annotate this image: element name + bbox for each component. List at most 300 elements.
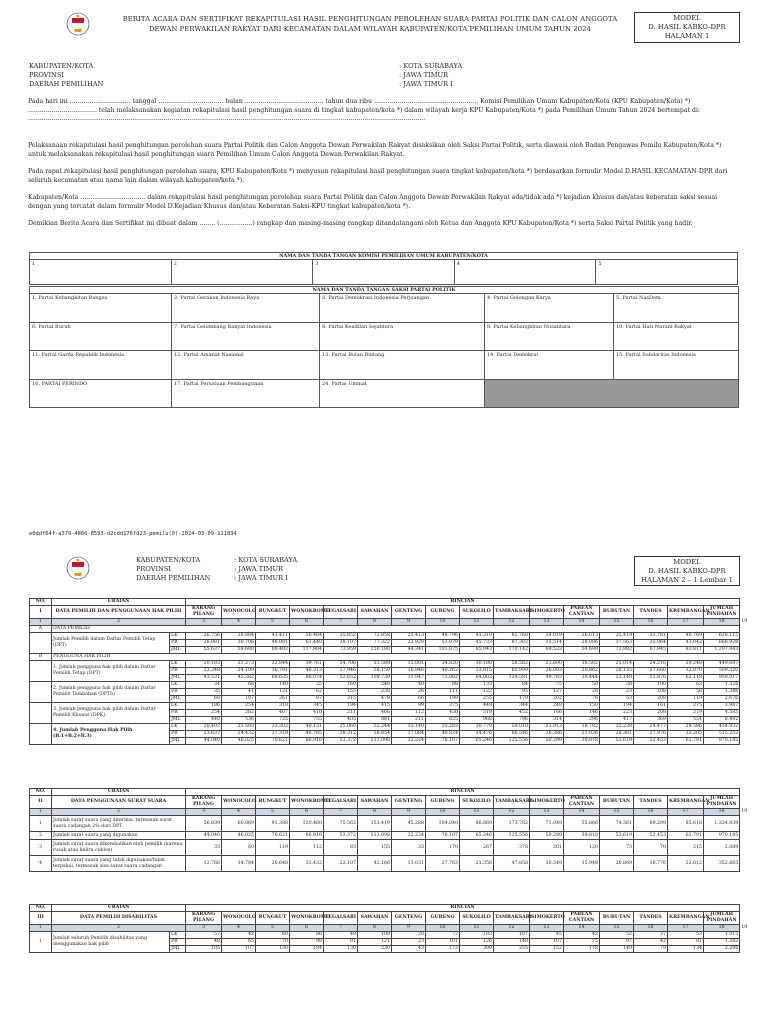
value-cell: 41 — [222, 689, 256, 696]
value-cell: 66 — [392, 696, 426, 703]
value-cell: 20 — [392, 932, 426, 939]
district-header: SAWAHAN — [358, 606, 392, 619]
column-number: 6 — [290, 925, 324, 932]
value-cell: 215 — [668, 840, 704, 856]
district-header: TEGALSARI — [324, 796, 358, 809]
paragraph-opening: Pada hari ini ............................... tanggal ................................. bulan ........................................ tahun dua ribu ...................................................., Komisi Pemilihan Umum Kabupaten/Kota (KPU Kabupaten/Kota) *) ................................... telah melaksanakan kegiatan rekapitulasi hasil penghitungan suara di tingkat kabupaten/kota *) dalam wilayah kerja KPU Kabupaten/Kota *) pada Pemilihan Umum Tahun 2024 bertempat di: .......................................................................................................................................................................................................... — [28, 98, 701, 123]
party-signature-slot[interactable] — [30, 359, 172, 379]
kpu-signature-slot[interactable]: 3 — [313, 260, 455, 285]
value-cell: 98 — [290, 939, 324, 946]
value-cell: 28.884 — [222, 633, 256, 640]
column-number: 11 — [460, 925, 494, 932]
model-label: MODEL — [673, 14, 701, 22]
value-cell: 67.845 — [634, 647, 668, 654]
column-number: 16 — [634, 619, 668, 626]
value-cell: 52 — [600, 932, 634, 939]
value-cell: 440 — [186, 717, 222, 724]
party-label: 9. Partai Kebangkitan Nusantara — [485, 322, 614, 331]
value-cell: 83 — [324, 840, 358, 856]
district-header: SUKOLILO — [460, 606, 494, 619]
value-cell: 183 — [460, 932, 494, 939]
section-number: I — [30, 606, 52, 619]
value-cell: 23.348 — [186, 668, 222, 675]
value-cell: 33.205 — [668, 731, 704, 738]
value-cell: 73.959 — [324, 647, 358, 654]
value-cell: 72.982 — [600, 647, 634, 654]
party-signature-slot[interactable] — [30, 331, 172, 351]
district-header: SUKOLILO — [460, 796, 494, 809]
value-cell: 32.870 — [668, 668, 704, 675]
party-signature-slot[interactable] — [614, 359, 739, 379]
district-header: BUBUTAN — [600, 796, 634, 809]
value-cell: 375 — [426, 703, 460, 710]
district-header: KREMBANGAN — [668, 796, 704, 809]
value-cell: 1.297.043 — [704, 647, 740, 654]
gender-label: PR — [170, 731, 186, 738]
value-cell: 26 — [392, 689, 426, 696]
value-cell: 26.756 — [186, 633, 222, 640]
value-cell: 32.781 — [634, 633, 668, 640]
party-label: 7. Partai Gelombang Rakyat Indonesia — [172, 322, 320, 331]
value-cell: 410 — [290, 710, 324, 717]
value-cell: 112 — [392, 710, 426, 717]
kpu-signature-slot[interactable]: 2 — [171, 260, 313, 285]
kpu-logo-icon — [66, 556, 90, 580]
row-number: 2 — [30, 832, 52, 840]
value-cell: 46.025 — [222, 832, 256, 840]
district-header: RUNGKUT — [256, 912, 290, 925]
column-number: 5 — [256, 809, 290, 816]
value-cell: 70 — [634, 840, 668, 856]
row-number — [30, 703, 52, 724]
value-cell: 124.581 — [494, 675, 530, 682]
value-cell: 16.946 — [392, 668, 426, 675]
kpu-signature-table — [29, 252, 738, 285]
table-row — [30, 840, 740, 856]
column-number: 10 — [426, 809, 460, 816]
value-cell: 75 — [530, 682, 564, 689]
column-number-row: 1 2 3 4 5 6 7 8 9 10 11 12 13 14 15 16 17 18 19 — [30, 619, 740, 626]
column-number-row: 1 2 3 4 5 6 7 8 9 10 11 12 13 14 15 16 17 18 19 — [30, 809, 740, 816]
value-cell: 44.341 — [392, 647, 426, 654]
value-cell: 179 — [494, 696, 530, 703]
party-label: 6. Partai Buruh — [30, 322, 172, 331]
value-cell: 18.782 — [564, 724, 600, 731]
value-cell: 62.791 — [668, 738, 704, 745]
value-cell: 26.093 — [530, 668, 564, 675]
info-value: : KOTA SURABAYA — [399, 62, 463, 70]
value-cell: 28.135 — [600, 668, 634, 675]
value-cell: 48 — [186, 939, 222, 946]
value-cell: 125.556 — [494, 832, 530, 840]
district-header: WONOKROMO — [290, 912, 324, 925]
column-number: 13 — [530, 925, 564, 932]
document-id: e0ddf64f-a379-4866-8593-d2cdd176fd23-pemilu(0)-2024-03-09-111834 — [29, 531, 237, 537]
value-cell: 85.043 — [460, 647, 494, 654]
value-cell: 30.706 — [222, 640, 256, 647]
district-header: BUBUTAN — [600, 912, 634, 925]
row-label: 2. Jumlah pengguna hak pilih dalam Daftar Pemilih Tambahan (DPTb) — [52, 682, 170, 703]
column-number: 13 — [530, 809, 564, 816]
value-cell: 23.913 — [530, 724, 564, 731]
party-label: 14. Partai Demokrat — [485, 351, 614, 360]
value-cell: 140 — [256, 682, 290, 689]
district-header: RUNGKUT — [256, 606, 290, 619]
value-cell: 45.382 — [222, 675, 256, 682]
value-cell: 150.180 — [358, 647, 392, 654]
value-cell: 45.288 — [392, 816, 426, 832]
value-cell: 24.706 — [324, 661, 358, 668]
value-cell: 208 — [634, 710, 668, 717]
value-cell: 41.310 — [460, 633, 494, 640]
value-cell: 509.320 — [704, 668, 740, 675]
value-cell: 28.881 — [186, 640, 222, 647]
value-cell: 2.676 — [704, 696, 740, 703]
info-label: DAERAH PEMILIHAN — [29, 80, 104, 88]
value-cell: 279 — [668, 710, 704, 717]
info-label: DAERAH PEMILIHAN — [136, 574, 211, 582]
table-row — [30, 832, 740, 840]
value-cell: 554 — [668, 717, 704, 724]
row-label: Jumlah Pemilih dalam Daftar Pemilih Tetap (DPT) — [52, 633, 170, 654]
gender-label: JML — [170, 717, 186, 724]
table-header-row — [30, 905, 740, 912]
value-cell: 121 — [358, 939, 392, 946]
table-header-row — [30, 789, 740, 796]
value-cell: 33.432 — [290, 856, 324, 872]
value-cell: 82.760 — [494, 633, 530, 640]
value-cell: 108 — [634, 689, 668, 696]
district-header: SIMOKERTO — [530, 912, 564, 925]
value-cell: 201 — [530, 840, 564, 856]
value-cell: 60 — [222, 840, 256, 856]
document-title — [120, 14, 620, 34]
district-header: PABEAN CANTIAN — [564, 796, 600, 809]
table-row — [30, 661, 740, 668]
value-cell: 42 — [222, 932, 256, 939]
section-label: PENGGUNA HAK PILIH — [52, 654, 740, 661]
column-number: 9 — [392, 619, 426, 626]
district-header: SIMOKERTO — [530, 796, 564, 809]
value-cell: 75.562 — [324, 816, 358, 832]
district-header: KREMBANGAN — [668, 912, 704, 925]
row-number — [30, 633, 52, 654]
page-number: HALAMAN 2 – 1 Lembar 1 — [641, 576, 733, 584]
model-code: D. HASIL KABKO-DPR — [648, 567, 726, 575]
party-signature-slot[interactable] — [172, 331, 320, 351]
value-cell: 59.600 — [222, 647, 256, 654]
column-number: 17 — [668, 925, 704, 932]
value-cell: 50.299 — [530, 832, 564, 840]
value-cell: 74.561 — [600, 816, 634, 832]
value-cell: 24.432 — [222, 731, 256, 738]
column-number: 11 — [460, 619, 494, 626]
party-signature-slot[interactable] — [172, 359, 320, 379]
party-signature-slot[interactable] — [320, 388, 485, 408]
unused-slot — [485, 379, 739, 408]
value-cell: 86.074 — [290, 675, 324, 682]
value-cell: 107 — [494, 932, 530, 939]
value-cell: 378 — [494, 840, 530, 856]
table-row — [30, 633, 740, 640]
value-cell: 449.697 — [704, 661, 740, 668]
value-cell: 71.049 — [530, 816, 564, 832]
district-header: PABEAN CANTIAN — [564, 606, 600, 619]
value-cell: 309 — [460, 946, 494, 953]
district-header: JUMLAH PINDAHAN — [704, 912, 740, 925]
value-cell: 51.876 — [634, 675, 668, 682]
party-signature-slot[interactable] — [485, 331, 614, 351]
table-header-row — [30, 912, 740, 925]
value-cell: 40.131 — [290, 724, 324, 731]
value-cell: 450 — [426, 710, 460, 717]
value-cell: 101 — [426, 939, 460, 946]
column-number: 14 — [564, 619, 600, 626]
paragraph-incidents: Kabupaten/Kota ................................. dalam rekapitulasi hasil penghitungan perolehan suara Partai Politik dan Calon Anggota Dewan Perwakilan Rakyat ada/tidak ada *) kejadian khusus dan/atau keberatan saksi sesuai dengan yang tercatat dalam formulir Model D.Kejadian Khusus dan/atau Keberatan Saksi-KPU tingkat kabupaten/kota *). — [28, 194, 718, 210]
table-row — [30, 816, 740, 832]
party-signature-slot[interactable] — [172, 388, 320, 408]
column-number: 4 — [222, 809, 256, 816]
value-cell: 155 — [324, 689, 358, 696]
column-number: 13 — [530, 619, 564, 626]
value-cell: 24.109 — [222, 668, 256, 675]
value-cell: 22.928 — [392, 640, 426, 647]
value-cell: 21.356 — [460, 856, 494, 872]
district-header: WONOKROMO — [290, 796, 324, 809]
value-cell: 46.313 — [290, 668, 324, 675]
district-header: SIMOKERTO — [530, 606, 564, 619]
row-number: 3 — [30, 840, 52, 856]
column-number: 3 — [186, 925, 222, 932]
value-cell: 314 — [530, 717, 564, 724]
value-cell: 173.782 — [494, 816, 530, 832]
party-signature-slot[interactable] — [320, 359, 485, 379]
info-value: : KOTA SURABAYA — [234, 556, 298, 564]
value-cell: 466 — [358, 710, 392, 717]
value-cell: 881 — [358, 717, 392, 724]
district-header: GENTENG — [392, 606, 426, 619]
value-cell: 52.652 — [324, 675, 358, 682]
value-cell: 155 — [358, 840, 392, 856]
value-cell: 52.244 — [358, 724, 392, 731]
value-cell: 33.302 — [256, 724, 290, 731]
value-cell: 32.224 — [392, 738, 426, 745]
section-row — [30, 654, 740, 661]
section-number: B — [30, 654, 52, 661]
value-cell: 15.001 — [392, 661, 426, 668]
party-signature-slot[interactable] — [485, 359, 614, 379]
value-cell: 238 — [358, 689, 392, 696]
value-cell: 35.064 — [634, 640, 668, 647]
district-header: PABEAN CANTIAN — [564, 912, 600, 925]
column-number: 6 — [290, 619, 324, 626]
value-cell: 16.776 — [634, 856, 668, 872]
value-cell: 65.246 — [460, 738, 494, 745]
value-cell: 38.107 — [324, 640, 358, 647]
value-cell: 26.386 — [530, 731, 564, 738]
info-label: KABUPATEN/KOTA — [29, 62, 94, 70]
value-cell: 478 — [358, 696, 392, 703]
column-number: 18 — [704, 809, 740, 816]
value-cell: 76.107 — [426, 832, 460, 840]
value-cell: 1.015 — [704, 932, 740, 939]
value-cell: 34.019 — [530, 633, 564, 640]
value-cell: 29.586 — [668, 724, 704, 731]
region-info-page2 — [136, 556, 297, 583]
value-cell: 46.785 — [290, 731, 324, 738]
value-cell: 84 — [494, 682, 530, 689]
column-number: 15 — [600, 809, 634, 816]
district-header: BUBUTAN — [600, 606, 634, 619]
value-cell: 405 — [324, 717, 358, 724]
value-cell: 25 — [290, 682, 324, 689]
gender-label: LK — [170, 932, 186, 939]
value-cell: 55.866 — [564, 816, 600, 832]
value-cell: 970.185 — [704, 832, 740, 840]
kpu-signature-slot[interactable]: 1 — [30, 260, 172, 285]
value-cell: 62.791 — [668, 832, 704, 840]
value-cell: 296 — [564, 717, 600, 724]
disabled-voter-table — [29, 904, 748, 953]
value-cell: 23 — [392, 939, 426, 946]
value-cell: 89.492 — [256, 647, 290, 654]
party-signature-slot[interactable] — [320, 331, 485, 351]
header-uraian: URAIAN — [52, 905, 186, 912]
value-cell: 40.262 — [426, 668, 460, 675]
value-cell: 254 — [222, 703, 256, 710]
row-label: Jumlah surat suara dikembalikan oleh pemilih (karena rusak atau keliru coblos) — [52, 840, 186, 856]
value-cell: 47.858 — [494, 856, 530, 872]
party-signature-slot[interactable] — [614, 331, 739, 351]
value-cell: 62.118 — [668, 675, 704, 682]
value-cell: 37.319 — [256, 731, 290, 738]
value-cell: 23.637 — [186, 731, 222, 738]
value-cell: 1.283 — [704, 939, 740, 946]
district-header: TANDES — [634, 912, 668, 925]
column-number: 14 — [564, 809, 600, 816]
value-cell: 85.618 — [668, 816, 704, 832]
value-cell: 318 — [256, 703, 290, 710]
header-no: NO. — [30, 905, 52, 912]
value-cell: 28.086 — [564, 640, 600, 647]
value-cell: 24.216 — [634, 661, 668, 668]
kpu-signature-slot[interactable]: 4 — [454, 260, 596, 285]
party-signature-slot[interactable] — [614, 302, 739, 322]
value-cell: 255 — [494, 946, 530, 953]
saksi-signature-table — [29, 286, 739, 408]
value-cell: 58.582 — [494, 661, 530, 668]
value-cell: 61.440 — [290, 640, 324, 647]
value-cell: 86.916 — [290, 738, 324, 745]
party-label: 11. Partai Garda Republik Indonesia — [30, 351, 172, 360]
party-signature-slot[interactable] — [30, 388, 172, 408]
value-cell: 126 — [460, 939, 494, 946]
value-cell: 52.453 — [634, 738, 668, 745]
paragraph-witness: Pelaksanaan rekapitulasi hasil penghitungan perolehan suara Partai Politik dan Calon Anggota Dewan Perwakilan Rakyat disaksikan oleh Saksi Partai Politik, serta diawasi oleh Badan Pengawas Pemilu Kabupaten/Kota *) untuk melaksanakan rekapitulasi hasil penghitungan suara Pemilihan Umum Calon Anggota Dewan Perwakilan Rakyat. — [28, 142, 722, 158]
kpu-signature-slot[interactable]: 5 — [596, 260, 738, 285]
party-signature-slot[interactable] — [172, 302, 320, 322]
value-cell: 149 — [600, 946, 634, 953]
gender-label: JML — [170, 738, 186, 745]
value-cell: 211 — [324, 710, 358, 717]
value-cell: 970.185 — [704, 738, 740, 745]
model-box — [634, 12, 740, 43]
column-number: 18 — [704, 925, 740, 932]
district-header: KARANG PILANG — [186, 912, 222, 925]
party-signature-slot[interactable] — [30, 302, 172, 322]
party-signature-slot[interactable] — [320, 302, 485, 322]
value-cell: 146 — [564, 710, 600, 717]
column-number: 4 — [222, 925, 256, 932]
value-cell: 267 — [460, 840, 494, 856]
value-cell: 22.612 — [668, 856, 704, 872]
region-info — [29, 62, 462, 89]
value-cell: 344 — [494, 703, 530, 710]
value-cell: 415 — [358, 703, 392, 710]
column-number: 12 — [494, 809, 530, 816]
kpu-signature-header: NAMA DAN TANDA TANGAN KOMISI PEMILIHAN UMUM KABUPATEN/KOTA — [30, 253, 738, 260]
value-cell: 825 — [426, 717, 460, 724]
info-label: KABUPATEN/KOTA — [136, 556, 201, 564]
value-cell: 15.140 — [392, 724, 426, 731]
district-header: TANDES — [634, 796, 668, 809]
district-header: SAWAHAN — [358, 796, 392, 809]
value-cell: 173 — [426, 946, 460, 953]
gender-label: LK — [170, 633, 186, 640]
value-cell: 2.089 — [704, 840, 740, 856]
value-cell: 255 — [460, 696, 494, 703]
value-cell: 120.460 — [290, 816, 324, 832]
value-cell: 20.869 — [600, 856, 634, 872]
value-cell: 13.031 — [392, 856, 426, 872]
value-cell: 64.003 — [460, 675, 494, 682]
table-row — [30, 932, 740, 939]
value-cell: 49 — [324, 932, 358, 939]
value-cell: 75 — [564, 939, 600, 946]
column-number: 5 — [256, 925, 290, 932]
district-header: SUKOLILO — [460, 912, 494, 925]
value-cell: 70 — [256, 939, 290, 946]
value-cell: 86.869 — [460, 816, 494, 832]
district-header: TAMBAKSARI — [494, 606, 530, 619]
model-box-page2 — [634, 556, 740, 586]
value-cell: 261 — [256, 696, 290, 703]
column-number: 9 — [392, 925, 426, 932]
district-header: WONOKROMO — [290, 606, 324, 619]
value-cell: 1.348 — [704, 689, 740, 696]
value-cell: 53.372 — [324, 832, 358, 840]
value-cell: 109.739 — [358, 675, 392, 682]
column-number: 17 — [668, 619, 704, 626]
column-number: 4 — [222, 619, 256, 626]
value-cell: 170.142 — [494, 647, 530, 654]
value-cell: 1.328 — [704, 682, 740, 689]
party-label: 1. Partai Kebangkitan Bangsa — [30, 294, 172, 303]
value-cell: 20.403 — [186, 724, 222, 731]
value-cell: 40 — [392, 682, 426, 689]
party-signature-slot[interactable] — [485, 302, 614, 322]
column-number: 9 — [392, 809, 426, 816]
value-cell: 53 — [668, 932, 704, 939]
row-label: Jumlah surat suara yang diterima, termasuk surat suara cadangan 2% dari DPT — [52, 816, 186, 832]
value-cell: 72.858 — [358, 633, 392, 640]
info-value: : JAWA TIMUR — [234, 565, 284, 573]
value-cell: 53.372 — [324, 738, 358, 745]
column-number: 16 — [634, 809, 668, 816]
column-number: 14 — [564, 925, 600, 932]
info-value: : JAWA TIMUR I — [399, 80, 453, 88]
value-cell: 35.419 — [600, 633, 634, 640]
